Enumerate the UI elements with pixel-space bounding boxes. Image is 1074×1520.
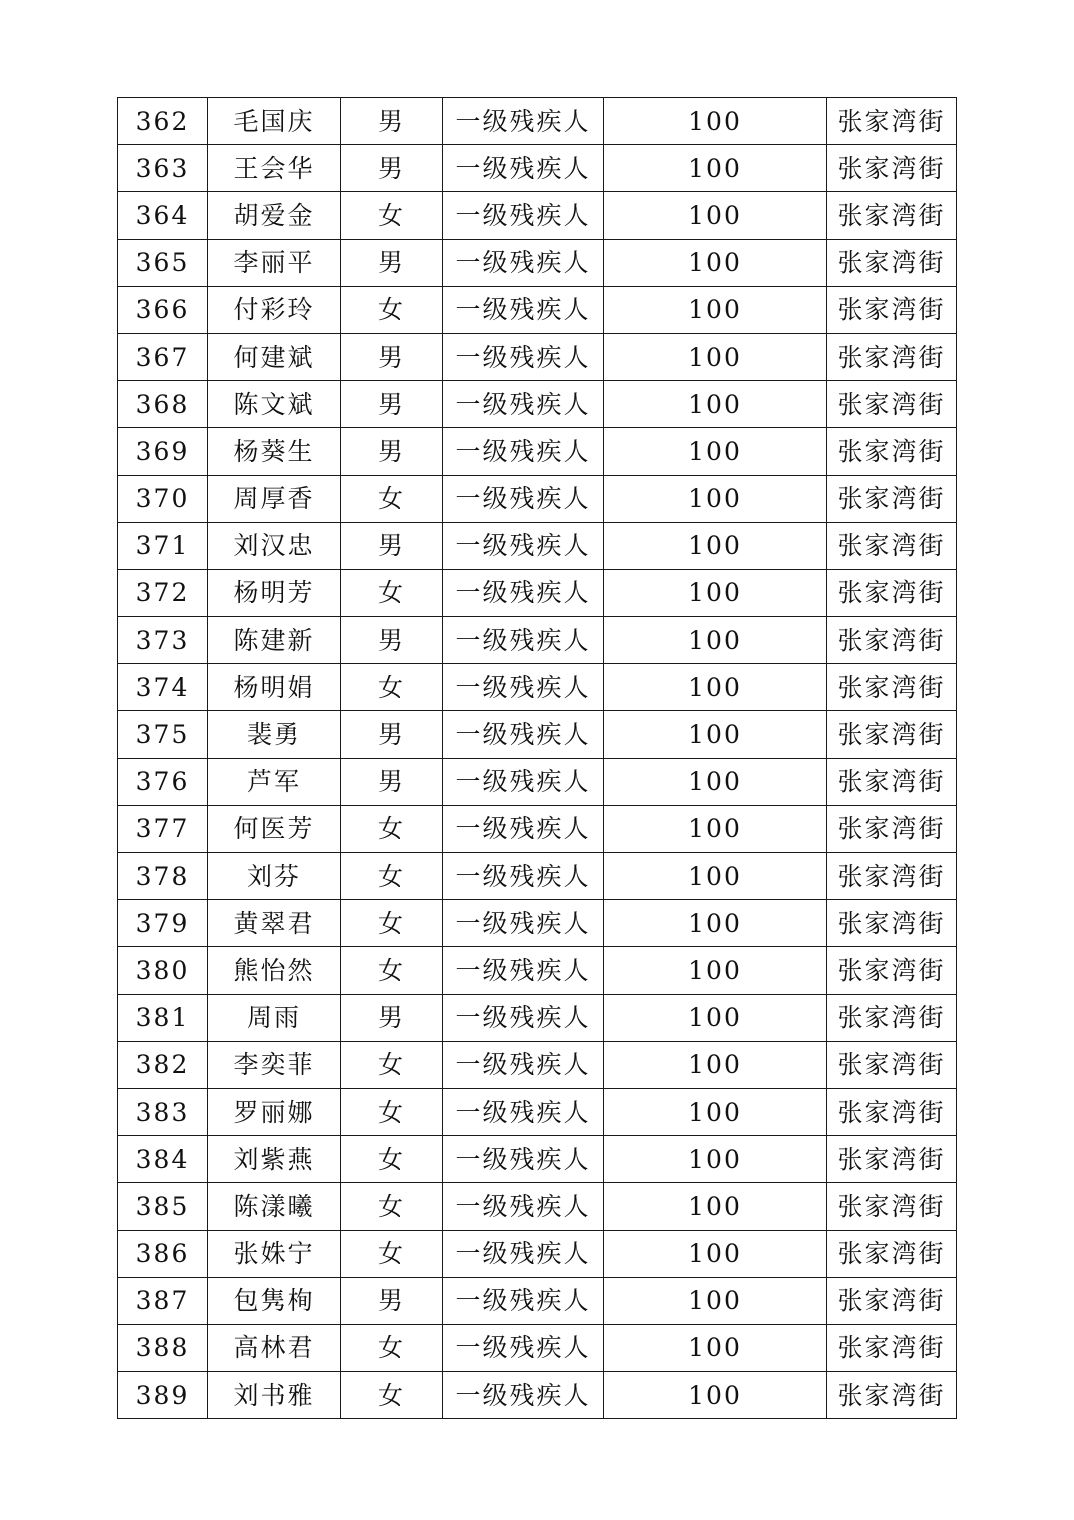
amount-cell: 100 — [604, 758, 827, 805]
table-row — [118, 711, 957, 758]
serial-number-cell: 369 — [118, 428, 208, 475]
disability-level-cell: 一级残疾人 — [443, 522, 604, 569]
roster-table — [117, 97, 957, 1419]
gender-cell: 男 — [341, 145, 443, 192]
person-name-cell: 裴勇 — [208, 711, 341, 758]
table-row — [118, 1136, 957, 1183]
disability-level-cell: 一级残疾人 — [443, 947, 604, 994]
person-name-cell: 熊怡然 — [208, 947, 341, 994]
gender-cell: 男 — [341, 428, 443, 475]
serial-number-cell: 367 — [118, 333, 208, 380]
table-row — [118, 1230, 957, 1277]
gender-cell: 女 — [341, 1041, 443, 1088]
person-name-cell: 黄翠君 — [208, 900, 341, 947]
street-cell: 张家湾街 — [827, 475, 957, 522]
serial-number-cell: 382 — [118, 1041, 208, 1088]
amount-cell: 100 — [604, 617, 827, 664]
amount-cell: 100 — [604, 522, 827, 569]
table-row — [118, 333, 957, 380]
person-name-cell: 何医芳 — [208, 805, 341, 852]
amount-cell: 100 — [604, 1183, 827, 1230]
person-name-cell: 李丽平 — [208, 239, 341, 286]
street-cell: 张家湾街 — [827, 98, 957, 145]
amount-cell: 100 — [604, 1230, 827, 1277]
gender-cell: 女 — [341, 1372, 443, 1419]
amount-cell: 100 — [604, 1372, 827, 1419]
gender-cell: 男 — [341, 381, 443, 428]
disability-level-cell: 一级残疾人 — [443, 900, 604, 947]
person-name-cell: 张姝宁 — [208, 1230, 341, 1277]
table-row — [118, 758, 957, 805]
serial-number-cell: 373 — [118, 617, 208, 664]
street-cell: 张家湾街 — [827, 664, 957, 711]
gender-cell: 女 — [341, 1324, 443, 1371]
person-name-cell: 罗丽娜 — [208, 1088, 341, 1135]
gender-cell: 男 — [341, 239, 443, 286]
street-cell: 张家湾街 — [827, 522, 957, 569]
street-cell: 张家湾街 — [827, 1136, 957, 1183]
table-row — [118, 1372, 957, 1419]
person-name-cell: 包隽栒 — [208, 1277, 341, 1324]
street-cell: 张家湾街 — [827, 569, 957, 616]
disability-level-cell: 一级残疾人 — [443, 569, 604, 616]
disability-level-cell: 一级残疾人 — [443, 853, 604, 900]
person-name-cell: 付彩玲 — [208, 286, 341, 333]
amount-cell: 100 — [604, 994, 827, 1041]
table-row — [118, 522, 957, 569]
gender-cell: 女 — [341, 1183, 443, 1230]
serial-number-cell: 387 — [118, 1277, 208, 1324]
street-cell: 张家湾街 — [827, 900, 957, 947]
disability-level-cell: 一级残疾人 — [443, 192, 604, 239]
amount-cell: 100 — [604, 1324, 827, 1371]
gender-cell: 女 — [341, 286, 443, 333]
amount-cell: 100 — [604, 664, 827, 711]
gender-cell: 男 — [341, 617, 443, 664]
person-name-cell: 周雨 — [208, 994, 341, 1041]
street-cell: 张家湾街 — [827, 758, 957, 805]
amount-cell: 100 — [604, 900, 827, 947]
table-row — [118, 1041, 957, 1088]
amount-cell: 100 — [604, 805, 827, 852]
person-name-cell: 陈漾曦 — [208, 1183, 341, 1230]
amount-cell: 100 — [604, 192, 827, 239]
table-row — [118, 1324, 957, 1371]
disability-level-cell: 一级残疾人 — [443, 758, 604, 805]
person-name-cell: 胡爱金 — [208, 192, 341, 239]
disability-level-cell: 一级残疾人 — [443, 1136, 604, 1183]
table-row — [118, 475, 957, 522]
table-row — [118, 900, 957, 947]
table-row — [118, 569, 957, 616]
person-name-cell: 陈文斌 — [208, 381, 341, 428]
street-cell: 张家湾街 — [827, 239, 957, 286]
street-cell: 张家湾街 — [827, 192, 957, 239]
gender-cell: 女 — [341, 947, 443, 994]
street-cell: 张家湾街 — [827, 805, 957, 852]
disability-level-cell: 一级残疾人 — [443, 286, 604, 333]
serial-number-cell: 366 — [118, 286, 208, 333]
disability-level-cell: 一级残疾人 — [443, 1372, 604, 1419]
disability-level-cell: 一级残疾人 — [443, 1041, 604, 1088]
disability-level-cell: 一级残疾人 — [443, 145, 604, 192]
table-row — [118, 192, 957, 239]
gender-cell: 女 — [341, 853, 443, 900]
person-name-cell: 王会华 — [208, 145, 341, 192]
person-name-cell: 毛国庆 — [208, 98, 341, 145]
disability-level-cell: 一级残疾人 — [443, 239, 604, 286]
disability-level-cell: 一级残疾人 — [443, 1183, 604, 1230]
amount-cell: 100 — [604, 333, 827, 380]
person-name-cell: 刘书雅 — [208, 1372, 341, 1419]
disability-level-cell: 一级残疾人 — [443, 333, 604, 380]
person-name-cell: 高林君 — [208, 1324, 341, 1371]
table-row — [118, 239, 957, 286]
serial-number-cell: 383 — [118, 1088, 208, 1135]
gender-cell: 男 — [341, 333, 443, 380]
serial-number-cell: 379 — [118, 900, 208, 947]
table-row — [118, 98, 957, 145]
amount-cell: 100 — [604, 98, 827, 145]
serial-number-cell: 386 — [118, 1230, 208, 1277]
street-cell: 张家湾街 — [827, 994, 957, 1041]
person-name-cell: 刘紫燕 — [208, 1136, 341, 1183]
gender-cell: 女 — [341, 192, 443, 239]
street-cell: 张家湾街 — [827, 145, 957, 192]
table-row — [118, 381, 957, 428]
person-name-cell: 周厚香 — [208, 475, 341, 522]
amount-cell: 100 — [604, 853, 827, 900]
amount-cell: 100 — [604, 1041, 827, 1088]
table-row — [118, 947, 957, 994]
amount-cell: 100 — [604, 1136, 827, 1183]
gender-cell: 女 — [341, 1088, 443, 1135]
table-row — [118, 1183, 957, 1230]
person-name-cell: 杨葵生 — [208, 428, 341, 475]
amount-cell: 100 — [604, 239, 827, 286]
gender-cell: 女 — [341, 900, 443, 947]
disability-level-cell: 一级残疾人 — [443, 1324, 604, 1371]
gender-cell: 女 — [341, 1136, 443, 1183]
gender-cell: 男 — [341, 1277, 443, 1324]
street-cell: 张家湾街 — [827, 1324, 957, 1371]
gender-cell: 女 — [341, 1230, 443, 1277]
serial-number-cell: 371 — [118, 522, 208, 569]
serial-number-cell: 378 — [118, 853, 208, 900]
serial-number-cell: 362 — [118, 98, 208, 145]
gender-cell: 男 — [341, 711, 443, 758]
serial-number-cell: 384 — [118, 1136, 208, 1183]
disability-level-cell: 一级残疾人 — [443, 381, 604, 428]
street-cell: 张家湾街 — [827, 286, 957, 333]
gender-cell: 男 — [341, 522, 443, 569]
table-row — [118, 994, 957, 1041]
amount-cell: 100 — [604, 475, 827, 522]
disability-level-cell: 一级残疾人 — [443, 1277, 604, 1324]
person-name-cell: 李奕菲 — [208, 1041, 341, 1088]
table-row — [118, 853, 957, 900]
table-row — [118, 428, 957, 475]
person-name-cell: 刘汉忠 — [208, 522, 341, 569]
gender-cell: 女 — [341, 664, 443, 711]
table-row — [118, 1277, 957, 1324]
table-row — [118, 664, 957, 711]
amount-cell: 100 — [604, 428, 827, 475]
serial-number-cell: 376 — [118, 758, 208, 805]
street-cell: 张家湾街 — [827, 1088, 957, 1135]
street-cell: 张家湾街 — [827, 428, 957, 475]
disability-level-cell: 一级残疾人 — [443, 475, 604, 522]
amount-cell: 100 — [604, 381, 827, 428]
person-name-cell: 刘芬 — [208, 853, 341, 900]
street-cell: 张家湾街 — [827, 711, 957, 758]
table-row — [118, 617, 957, 664]
disability-level-cell: 一级残疾人 — [443, 711, 604, 758]
serial-number-cell: 377 — [118, 805, 208, 852]
gender-cell: 男 — [341, 98, 443, 145]
amount-cell: 100 — [604, 947, 827, 994]
street-cell: 张家湾街 — [827, 333, 957, 380]
serial-number-cell: 364 — [118, 192, 208, 239]
serial-number-cell: 375 — [118, 711, 208, 758]
serial-number-cell: 381 — [118, 994, 208, 1041]
street-cell: 张家湾街 — [827, 1183, 957, 1230]
disability-level-cell: 一级残疾人 — [443, 994, 604, 1041]
disability-level-cell: 一级残疾人 — [443, 428, 604, 475]
amount-cell: 100 — [604, 1277, 827, 1324]
amount-cell: 100 — [604, 1088, 827, 1135]
gender-cell: 男 — [341, 758, 443, 805]
disability-level-cell: 一级残疾人 — [443, 805, 604, 852]
serial-number-cell: 372 — [118, 569, 208, 616]
serial-number-cell: 370 — [118, 475, 208, 522]
amount-cell: 100 — [604, 711, 827, 758]
person-name-cell: 杨明娟 — [208, 664, 341, 711]
amount-cell: 100 — [604, 569, 827, 616]
table-row — [118, 805, 957, 852]
serial-number-cell: 380 — [118, 947, 208, 994]
person-name-cell: 芦军 — [208, 758, 341, 805]
serial-number-cell: 389 — [118, 1372, 208, 1419]
roster-table-body — [118, 98, 957, 1419]
serial-number-cell: 368 — [118, 381, 208, 428]
disability-level-cell: 一级残疾人 — [443, 1088, 604, 1135]
serial-number-cell: 374 — [118, 664, 208, 711]
street-cell: 张家湾街 — [827, 853, 957, 900]
gender-cell: 男 — [341, 994, 443, 1041]
disability-level-cell: 一级残疾人 — [443, 1230, 604, 1277]
table-row — [118, 286, 957, 333]
street-cell: 张家湾街 — [827, 1230, 957, 1277]
street-cell: 张家湾街 — [827, 381, 957, 428]
person-name-cell: 陈建新 — [208, 617, 341, 664]
person-name-cell: 杨明芳 — [208, 569, 341, 616]
disability-level-cell: 一级残疾人 — [443, 664, 604, 711]
street-cell: 张家湾街 — [827, 947, 957, 994]
street-cell: 张家湾街 — [827, 1041, 957, 1088]
serial-number-cell: 385 — [118, 1183, 208, 1230]
table-row — [118, 1088, 957, 1135]
street-cell: 张家湾街 — [827, 1372, 957, 1419]
gender-cell: 女 — [341, 569, 443, 616]
disability-level-cell: 一级残疾人 — [443, 617, 604, 664]
amount-cell: 100 — [604, 145, 827, 192]
disability-level-cell: 一级残疾人 — [443, 98, 604, 145]
street-cell: 张家湾街 — [827, 617, 957, 664]
amount-cell: 100 — [604, 286, 827, 333]
serial-number-cell: 365 — [118, 239, 208, 286]
person-name-cell: 何建斌 — [208, 333, 341, 380]
street-cell: 张家湾街 — [827, 1277, 957, 1324]
serial-number-cell: 363 — [118, 145, 208, 192]
gender-cell: 女 — [341, 805, 443, 852]
gender-cell: 女 — [341, 475, 443, 522]
serial-number-cell: 388 — [118, 1324, 208, 1371]
table-row — [118, 145, 957, 192]
